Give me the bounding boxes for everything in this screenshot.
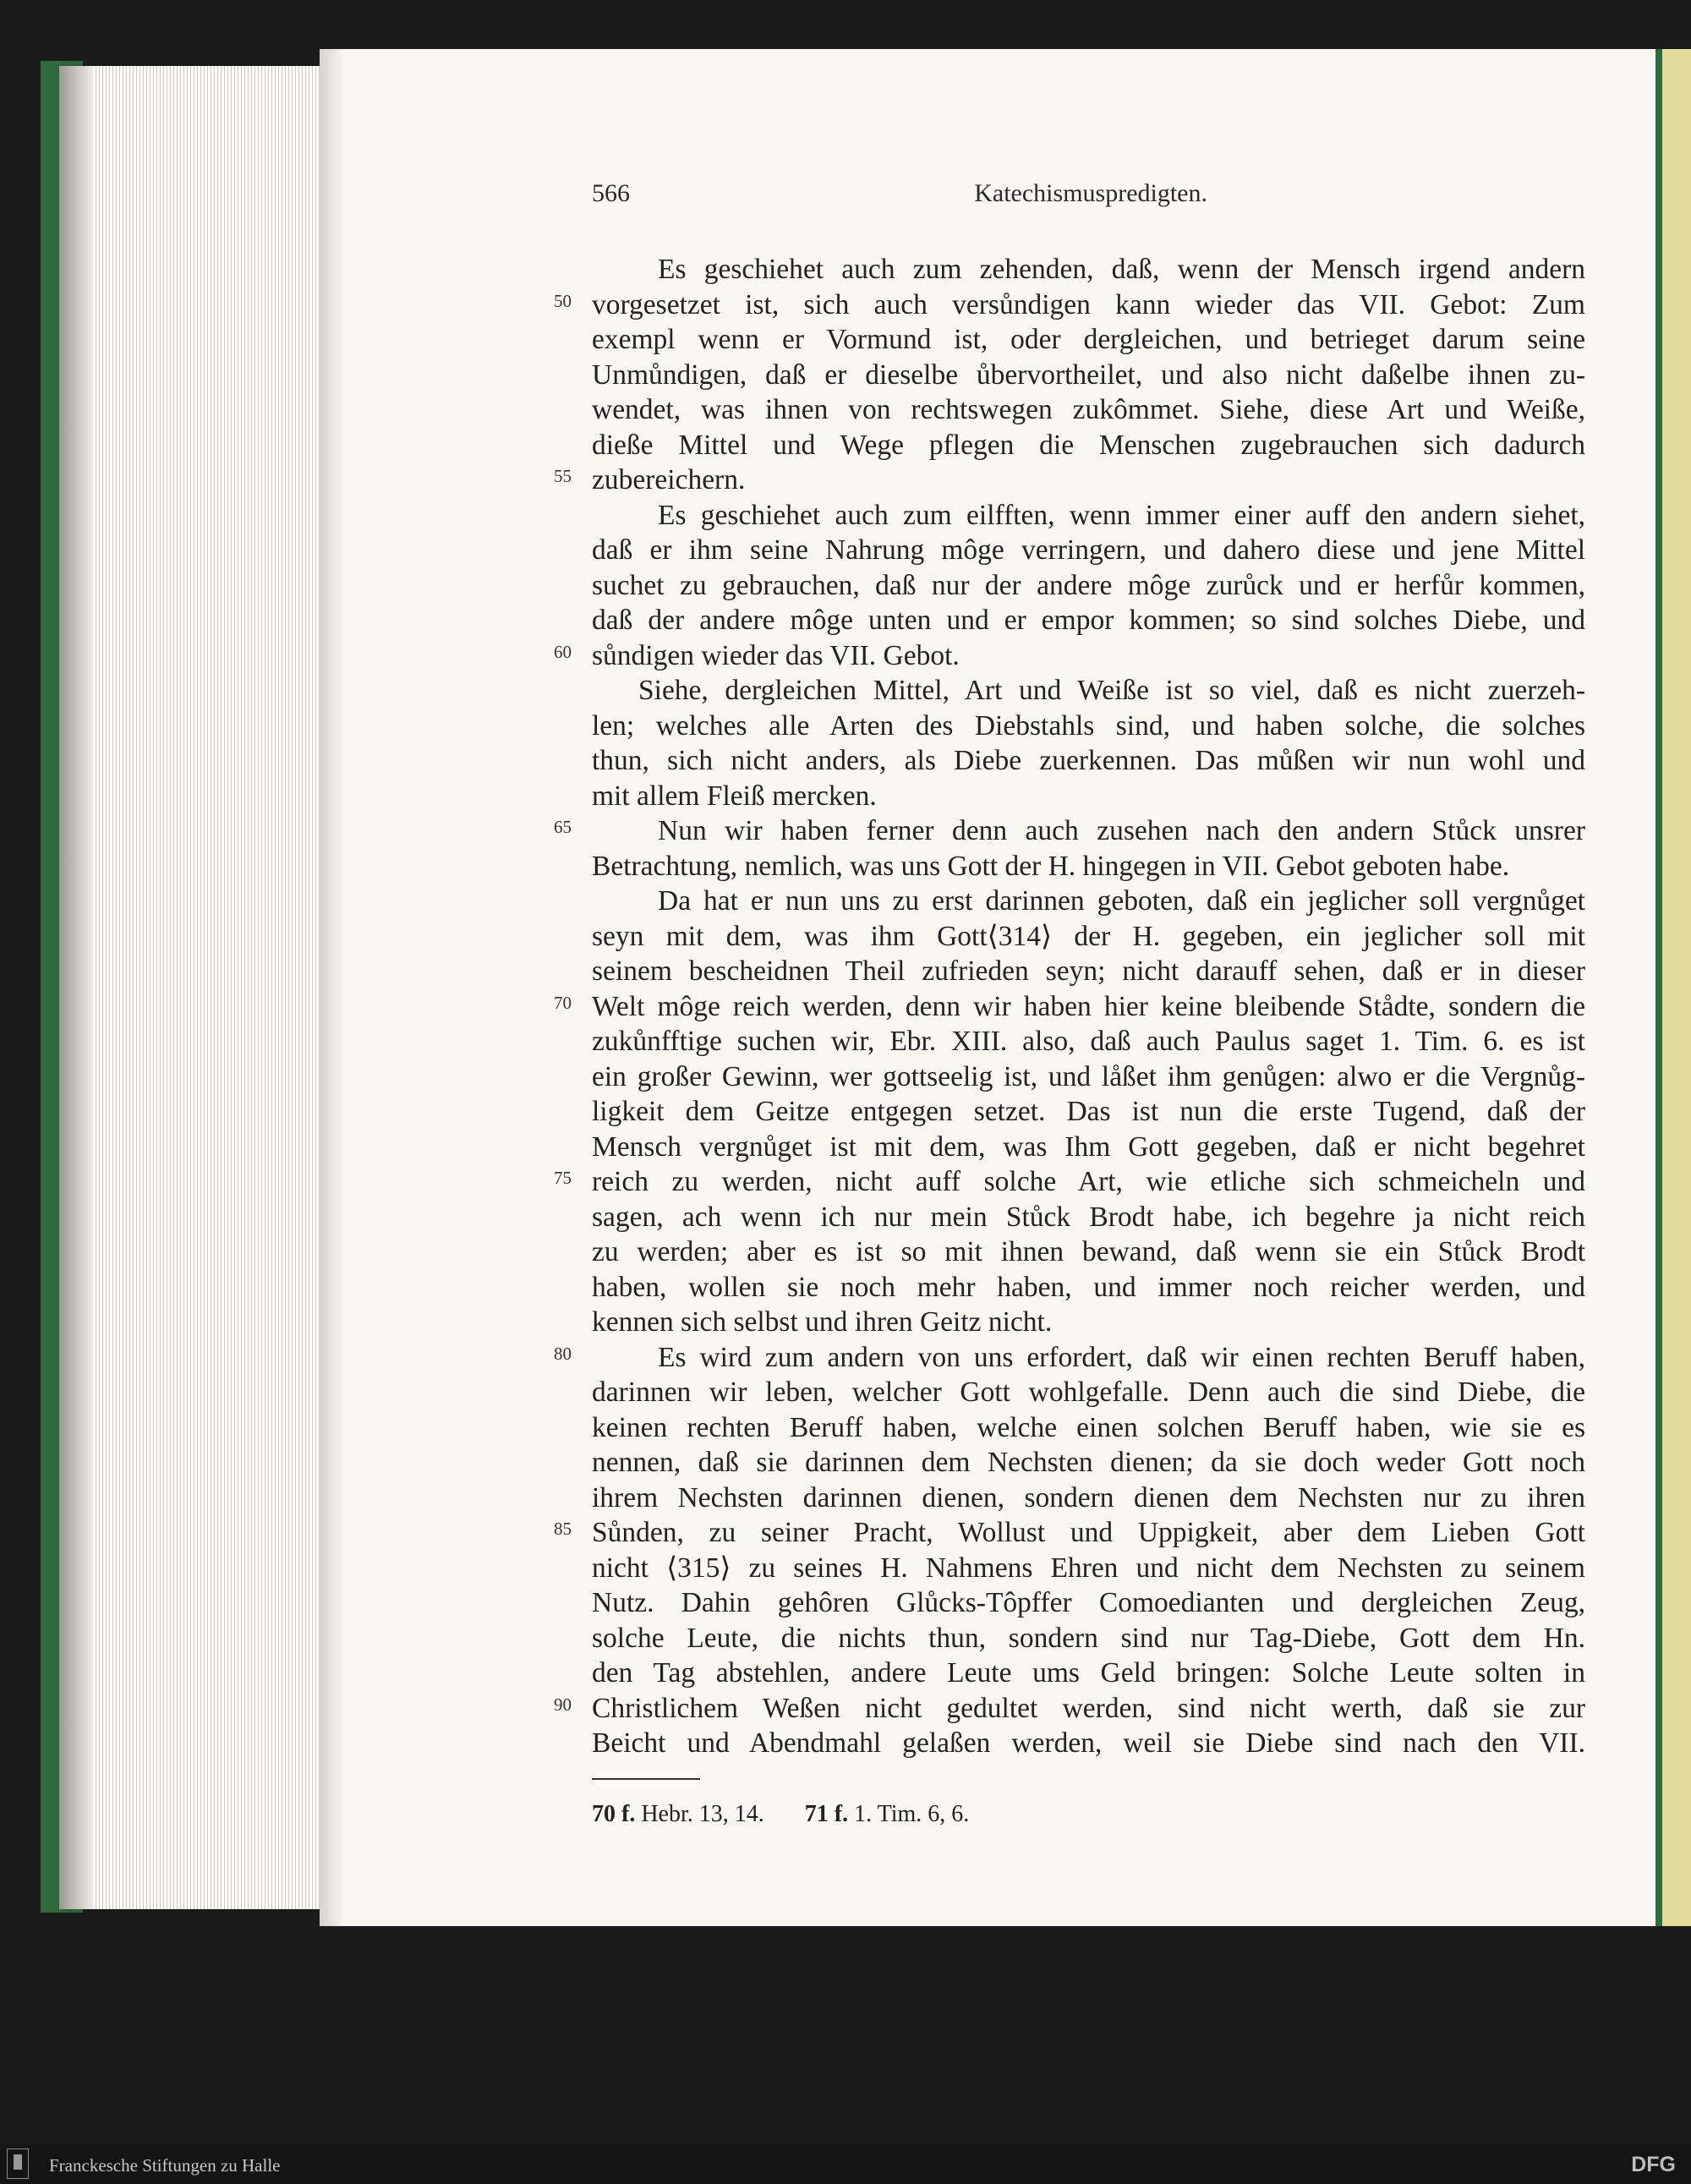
- text-line: sůndigen wieder das VII. Gebot.: [592, 639, 960, 671]
- line-number: 60: [554, 642, 572, 662]
- institution-name: Franckesche Stiftungen zu Halle: [49, 2155, 281, 2176]
- footnote-text: 1. Tim. 6, 6.: [854, 1801, 970, 1827]
- text-line: Christlichem Weßen nicht gedultet werden, sind nicht werth, daß sie zur: [592, 1692, 1585, 1724]
- text-line: daß er ihm seine Nahrung môge verringern, und dahero diese und jene Mittel: [592, 534, 1585, 566]
- text-line: exempl wenn er Vormund ist, oder dergleichen, und betrieget darum seine: [592, 324, 1585, 355]
- text-line: Sůnden, zu seiner Pracht, Wollust und Uppigkeit, aber dem Lieben Gott: [592, 1517, 1585, 1548]
- text-line: Es geschiehet auch zum eilfften, wenn immer einer auff den andern siehet,: [658, 499, 1585, 531]
- text-line: kennen sich selbst und ihren Geitz nicht.: [592, 1306, 1053, 1338]
- text-line: Mensch vergnůget ist mit dem, was Ihm Gott gegeben, daß er nicht begehret: [592, 1130, 1585, 1163]
- line-number: 70: [554, 993, 572, 1013]
- text-line: sagen, ach wenn ich nur mein Stůck Brodt habe, ich begehre ja nicht reich: [592, 1201, 1585, 1233]
- text-line: seinem bescheidnen Theil zufrieden seyn; nicht darauff sehen, daß er in dieser: [592, 955, 1585, 987]
- text-line: ligkeit dem Geitze entgegen setzet. Das ist nun die erste Tugend, daß der: [592, 1096, 1585, 1127]
- line-number: 50: [554, 291, 572, 311]
- text-line: haben, wollen sie noch mehr haben, und immer noch reicher werden, und: [592, 1271, 1585, 1303]
- dfg-logo: DFG: [1631, 2153, 1676, 2176]
- page-number: 566: [592, 179, 630, 207]
- text-line: ein großer Gewinn, wer gottseelig ist, und låßet ihm genůgen: alwo er die Vergnůg-: [592, 1060, 1585, 1092]
- line-number: 90: [554, 1694, 572, 1715]
- text-line: nicht ⟨315⟩ zu seines H. Nahmens Ehren und nicht dem Nechsten zu seinem: [592, 1552, 1585, 1584]
- text-line: den Tag abstehlen, andere Leute ums Geld bringen: Solche Leute solten in: [592, 1657, 1585, 1689]
- right-cover-edge: [1655, 49, 1662, 1926]
- running-title: Katechismuspredigten.: [974, 179, 1207, 207]
- institution-logo-icon: [7, 2148, 29, 2179]
- spine-shadow: [320, 49, 345, 1926]
- text-line: zukůnfftige suchen wir, Ebr. XIII. also, daß auch Paulus saget 1. Tim. 6. es ist: [592, 1026, 1585, 1057]
- footnotes: [592, 1801, 969, 1828]
- footnote-rule: [592, 1778, 700, 1780]
- text-line: Nun wir haben ferner denn auch zusehen nach den andern Stůck unsrer: [658, 815, 1585, 846]
- text-line: Betrachtung, nemlich, was uns Gott der H. hingegen in VII. Gebot geboten habe.: [592, 850, 1510, 882]
- text-line: zu werden; aber es ist so mit ihnen bewand, daß wenn sie ein Stůck Brodt: [592, 1236, 1585, 1267]
- footnote-ref: 71 f.: [804, 1801, 849, 1827]
- text-line: reich zu werden, nicht auff solche Art, wie etliche sich schmeicheln und: [592, 1166, 1585, 1197]
- text-line: darinnen wir leben, welcher Gott wohlgefalle. Denn auch die sind Diebe, die: [592, 1377, 1585, 1408]
- text-line: Unmůndigen, daß er dieselbe ůbervortheilet, und also nicht daßelbe ihnen zu-: [592, 359, 1585, 391]
- text-line: solche Leute, die nichts thun, sondern sind nur Tag-Diebe, Gott dem Hn.: [592, 1622, 1585, 1654]
- page-stack: [59, 66, 321, 1909]
- text-line: suchet zu gebrauchen, daß nur der andere môge zurůck und er herfůr kommen,: [592, 569, 1585, 601]
- text-line: Welt môge reich werden, denn wir haben hier keine bleibende Stådte, sondern die: [592, 990, 1585, 1022]
- text-line: ihrem Nechsten darinnen dienen, sondern dienen dem Nechsten nur zu ihren: [592, 1481, 1585, 1513]
- text-line: Es geschiehet auch zum zehenden, daß, wenn der Mensch irgend andern: [658, 254, 1585, 285]
- line-number: 80: [554, 1344, 572, 1364]
- footnote-text: Hebr. 13, 14.: [641, 1801, 764, 1827]
- text-line: zubereichern.: [592, 464, 746, 495]
- page-stack-shadow: [59, 66, 93, 1909]
- text-line: Nutz. Dahin gehôren Glůcks-Tôpffer Comoedianten und dergleichen Zeug,: [592, 1587, 1585, 1618]
- line-number: 65: [554, 817, 572, 837]
- text-line: daß der andere môge unten und er empor kommen; so sind solches Diebe, und: [592, 605, 1585, 636]
- text-line: keinen rechten Beruff haben, welche einen solchen Beruff haben, wie sie es: [592, 1411, 1585, 1443]
- text-line: Siehe, dergleichen Mittel, Art und Weiße ist so viel, daß es nicht zuerzeh-: [638, 675, 1585, 706]
- text-line: vorgesetzet ist, sich auch versůndigen kann wieder das VII. Gebot: Zum: [592, 288, 1585, 320]
- text-line: wendet, was ihnen von rechtswegen zukômmet. Siehe, diese Art und Weiße,: [592, 394, 1585, 425]
- text-line: Es wird zum andern von uns erfordert, daß wir einen rechten Beruff haben,: [658, 1341, 1585, 1373]
- text-line: Da hat er nun uns zu erst darinnen geboten, daß ein jeglicher soll vergnůget: [658, 885, 1585, 917]
- text-line: nennen, daß sie darinnen dem Nechsten dienen; da sie doch weder Gott noch: [592, 1447, 1585, 1478]
- body-text: [592, 252, 1585, 1761]
- text-line: Beicht und Abendmahl gelaßen werden, weil sie Diebe sind nach den VII.: [592, 1727, 1585, 1759]
- text-line: seyn mit dem, was ihm Gott⟨314⟩ der H. gegeben, ein jeglicher soll mit: [592, 920, 1585, 952]
- text-line: mit allem Fleiß mercken.: [592, 780, 877, 812]
- footnote-ref: 70 f.: [592, 1801, 636, 1827]
- line-number: 85: [554, 1519, 572, 1539]
- text-line: thun, sich nicht anders, als Diebe zuerkennen. Das můßen wir nun wohl und: [592, 745, 1585, 776]
- line-number: 55: [554, 466, 572, 486]
- text-line: len; welches alle Arten des Diebstahls sind, und haben solche, die solches: [592, 709, 1585, 742]
- text-line: dieße Mittel und Wege pflegen die Menschen zugebrauchen sich dadurch: [592, 429, 1585, 461]
- line-number: 75: [554, 1168, 572, 1188]
